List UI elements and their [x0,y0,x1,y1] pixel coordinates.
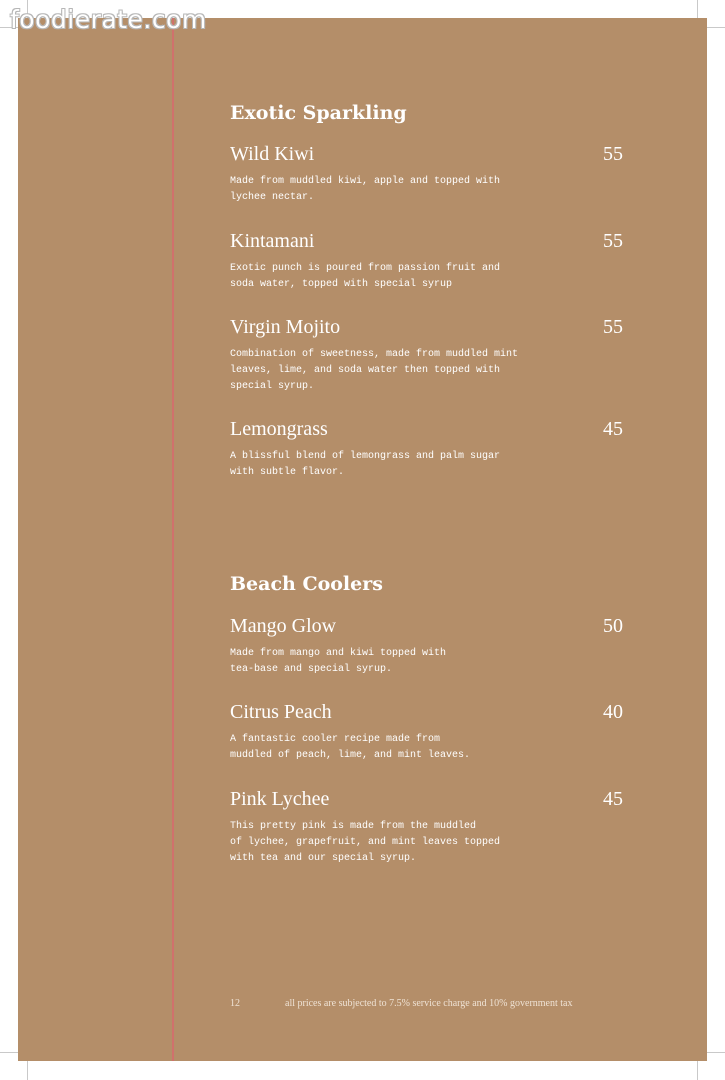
item-name: Citrus Peach [230,701,332,723]
section-title: Exotic Sparkling [230,102,407,124]
crop-mark [707,27,725,28]
item-price: 55 [603,230,623,252]
menu-item [230,614,625,678]
item-name: Virgin Mojito [230,316,341,338]
item-description: A fantastic cooler recipe made from muddled of peach, lime, and mint leaves. [230,734,471,761]
menu-item [230,142,625,206]
item-name: Kintamani [230,230,315,252]
item-description: Combination of sweetness, made from muddled mint leaves, lime, and soda water then topped with special syrup. [230,349,519,392]
item-description: Made from muddled kiwi, apple and topped with lychee nectar. [230,176,501,203]
crop-mark [697,1061,698,1080]
menu-item [230,417,625,481]
item-description: Exotic punch is poured from passion fruit and soda water, topped with special syrup [230,263,501,290]
menu-item [230,700,625,764]
item-name: Lemongrass [230,418,328,440]
footer-note: all prices are subjected to 7.5% service charge and 10% government tax [285,998,573,1009]
item-name: Pink Lychee [230,788,330,810]
menu-item [230,229,625,293]
item-price: 45 [603,788,623,810]
item-price: 45 [603,418,623,440]
item-price: 55 [603,143,623,165]
item-name: Wild Kiwi [230,143,315,165]
page-number: 12 [230,998,240,1009]
item-description: This pretty pink is made from the muddled of lychee, grapefruit, and mint leaves topped with tea and our special syrup. [230,821,501,864]
item-price: 50 [603,615,623,637]
menu-item [230,315,625,395]
section-title: Beach Coolers [230,573,383,595]
crop-mark [707,1052,725,1053]
crop-mark [697,0,698,18]
crop-mark [0,1052,18,1053]
item-name: Mango Glow [230,615,337,637]
watermark-text: foodierate.com [10,5,207,34]
item-price: 55 [603,316,623,338]
item-description: Made from mango and kiwi topped with tea-base and special syrup. [230,648,447,675]
crop-mark [27,1061,28,1080]
menu-item [230,787,625,867]
item-price: 40 [603,701,623,723]
item-description: A blissful blend of lemongrass and palm sugar with subtle flavor. [230,451,501,478]
vertical-rule [172,18,174,1061]
